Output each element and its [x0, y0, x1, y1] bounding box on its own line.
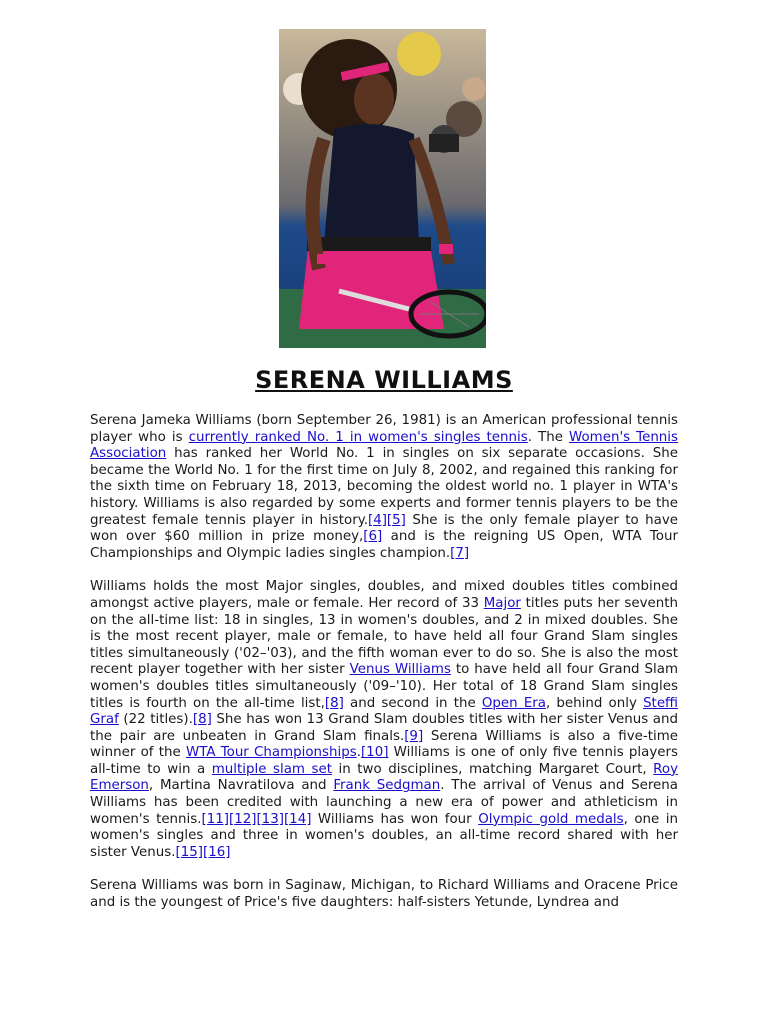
citation-link[interactable]: [6] — [363, 529, 383, 545]
link-ranked-no1[interactable]: currently ranked No. 1 in women's singles tennis — [188, 429, 528, 445]
citation-link[interactable]: [8] — [192, 712, 212, 728]
citation-link[interactable]: [11][12][13][14] — [201, 811, 312, 827]
paragraph-2: Williams holds the most Major singles, doubles, and mixed doubles titles combined amongst active players, male or female. Her record of 33 Major titles puts her seventh on the all-time list: 18 in singles, 13 in women's doubles, and 2 in mixed doubles. She is the most recent player, male or female, to have held all four Grand Slam singles titles simultaneously ('02–'03), and the fifth woman ever to do so. She is also the most recent player together with her sister Venus Williams to have held all four Grand Slam women's doubles titles simultaneously ('09–'10). Her total of 18 Grand Slam singles titles is fourth on the all-time list,[8] and second in the Open Era, behind only Steffi Graf (22 titles).[8] She has won 13 Grand Slam doubles titles with her sister Venus and the pair are unbeaten in Grand Slam finals.[9] Serena Williams is also a five-time winner of the WTA Tour Championships.[10] Williams is one of only five tennis players all-time to win a multiple slam set in two disciplines, matching Margaret Court, Roy Emerson, Martina Navratilova and Frank Sedgman. The arrival of Venus and Serena Williams has been credited with launching a new era of power and athleticism in women's tennis.[11][12][13][14] Williams has won four Olympic gold medals, one in women's singles and three in women's doubles, an all-time record shared with her sister Venus.[15][16] — [90, 579, 678, 860]
citation-link[interactable]: [8] — [324, 695, 344, 711]
citation-link[interactable]: [15][16] — [175, 844, 231, 860]
paragraph-3: Serena Williams was born in Saginaw, Michigan, to Richard Williams and Oracene Price and is the youngest of Price's five daughters: half-sisters Yetunde, Lyndrea and — [90, 878, 678, 911]
article-body — [90, 413, 678, 929]
link-steffi-graf[interactable]: Steffi Graf — [90, 695, 678, 728]
citation-link[interactable]: [10] — [360, 745, 389, 761]
page-title: SERENA WILLIAMS — [255, 366, 513, 394]
link-frank-sedgman[interactable]: Frank Sedgman — [333, 778, 441, 794]
citation-link[interactable]: [4][5] — [367, 512, 406, 528]
link-wta[interactable]: Women's Tennis Association — [90, 429, 678, 462]
link-open-era[interactable]: Open Era — [481, 695, 546, 711]
link-major[interactable]: Major — [483, 595, 521, 611]
citation-link[interactable]: [9] — [404, 728, 424, 744]
paragraph-1: Serena Jameka Williams (born September 26, 1981) is an American professional tennis player who is currently ranked No. 1 in women's singles tennis. The Women's Tennis Association has ranked her World No. 1 in singles on six separate occasions. She became the World No. 1 for the first time on July 8, 2002, and regained this ranking for the sixth time on February 18, 2013, becoming the oldest world no. 1 player in WTA's history. Williams is also regarded by some experts and former tennis players to be the greatest female tennis player in history.[4][5] She is the only female player to have won over $60 million in prize money,[6] and is the reigning US Open, WTA Tour Championships and Olympic ladies singles champion.[7] — [90, 413, 678, 561]
link-multiple-slam-set[interactable]: multiple slam set — [211, 761, 332, 777]
player-photo — [279, 29, 486, 348]
link-venus-williams[interactable]: Venus Williams — [349, 662, 451, 678]
link-olympic-gold-medals[interactable]: Olympic gold medals — [478, 811, 624, 827]
link-wta-tour-championships[interactable]: WTA Tour Championships — [185, 745, 357, 761]
photo-icon — [279, 29, 486, 348]
citation-link[interactable]: [7] — [450, 545, 470, 561]
link-roy-emerson[interactable]: Roy Emerson — [90, 761, 678, 794]
